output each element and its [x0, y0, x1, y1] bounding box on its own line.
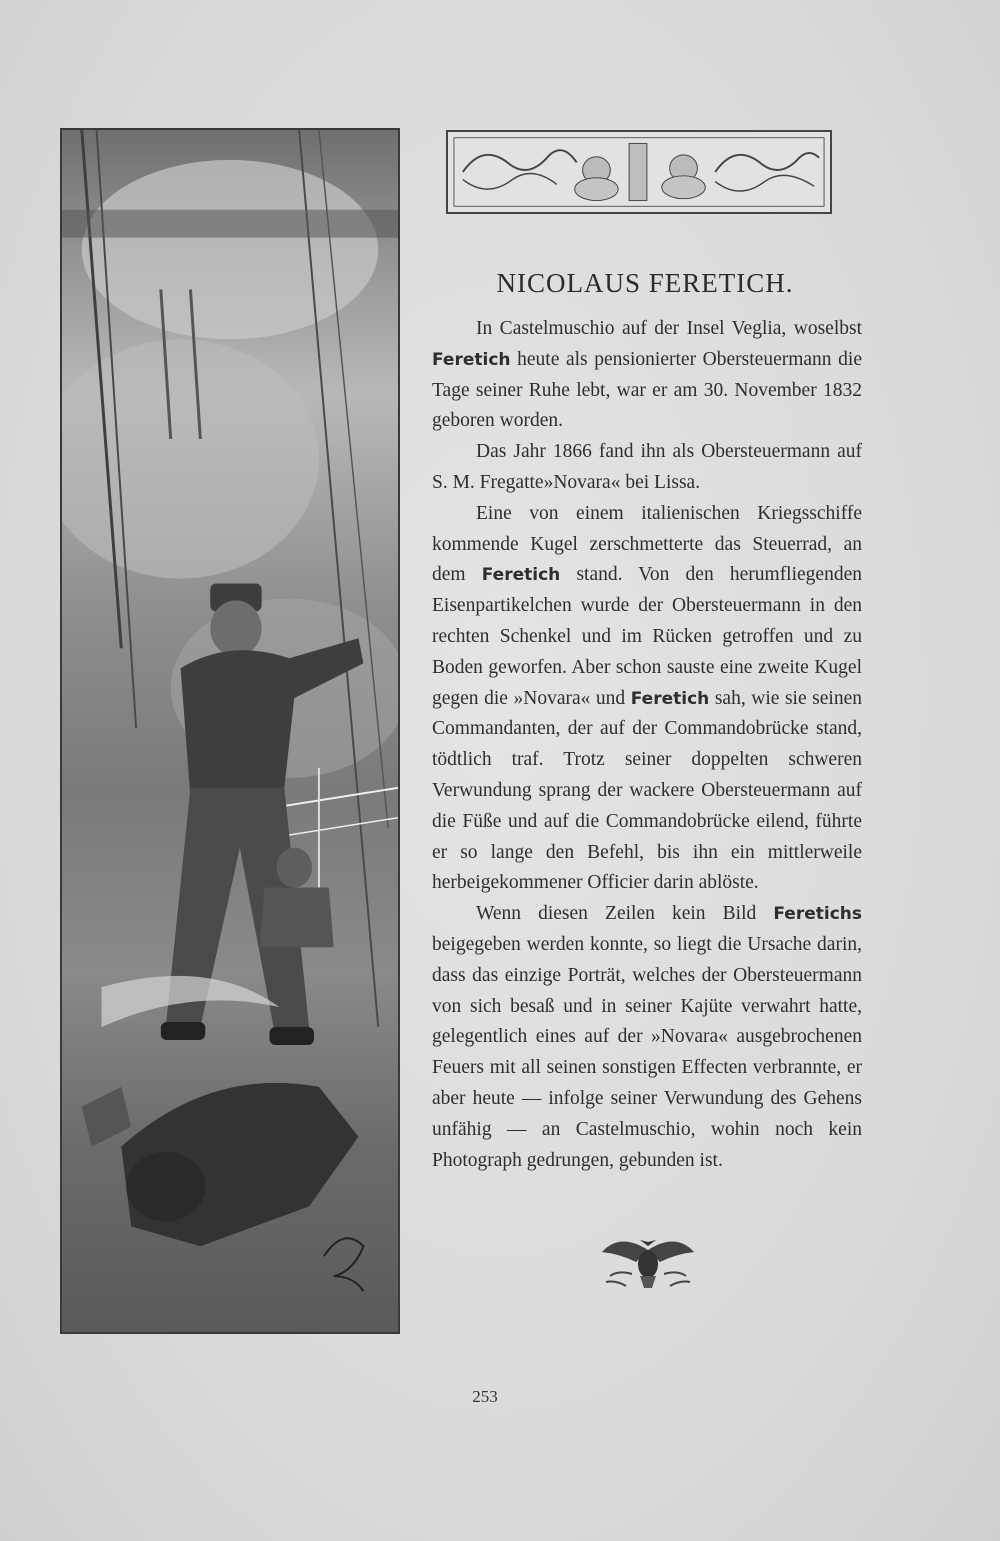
article-body	[432, 314, 862, 1176]
ornamental-header-frieze	[446, 130, 832, 214]
paragraph-text: heute als pensionierter Obersteuermann die Tage seiner Ruhe lebt, war er am 30. November 1832 geboren worden.	[432, 348, 862, 432]
ship-deck-scene-image	[62, 130, 398, 1332]
paragraph-text: In Castelmuschio auf der Insel Veglia, woselbst	[476, 318, 862, 339]
paragraph-text: beigegeben werden konnte, so liegt die Ursache darin, dass das einzige Porträt, welches der Obersteuermann von sich besaß und in seiner Kajüte verwahrt hatte, gelegentlich eines auf der »Novara« ausgebrochenen Feuers mit all seinen sonstigen Effecten verbrannte, er aber heute — infolge seiner Verwundung des Gehens unfähig — an Castelmuschio, wohin noch kein Photograph gedrungen, gebunden ist.	[432, 933, 862, 1171]
eagle-vignette-icon	[600, 1232, 696, 1296]
body-paragraph	[432, 314, 862, 437]
page-number: 253	[472, 1387, 498, 1406]
paragraph-text: Eine von einem italienischen Kriegsschiffe kommende Kugel zerschmetterte das Steuerrad, an dem	[432, 502, 862, 586]
body-paragraph	[432, 437, 862, 499]
highlighted-name: Feretich	[432, 349, 511, 370]
body-paragraph	[432, 499, 862, 899]
highlighted-name: Feretich	[630, 688, 710, 709]
paragraph-text: Das Jahr 1866 fand ihn als Obersteuermann auf S. M. Fregatte»Novara« bei Lissa.	[432, 441, 862, 493]
paragraph-text: stand. Von den herumfliegenden Eisenpartikelchen wurde der Obersteuermann in den rechten Schenkel und im Rücken getroffen und zu Boden geworfen. Aber schon sauste eine zweite Kugel gegen die »Novara« und	[432, 564, 862, 709]
cherub-frieze-icon	[448, 132, 830, 212]
highlighted-name: Feretichs	[773, 904, 862, 925]
battle-illustration	[60, 128, 400, 1334]
paragraph-text: Wenn diesen Zeilen kein Bild	[476, 903, 774, 925]
body-paragraph	[432, 899, 862, 1176]
paragraph-text: sah, wie sie seinen Commandanten, der auf der Commandobrücke stand, tödtlich traf. Trotz seiner doppelten schweren Verwundung sprang der wackere Obersteuermann auf die Füße und auf die Commandobrücke eilend, führte er so lange den Befehl, bis ihn ein mittlerweile herbeigekommener Officier darin ablöste.	[432, 687, 862, 894]
page-title: NICOLAUS FERETICH.	[496, 268, 794, 298]
highlighted-name: Feretich	[481, 565, 561, 586]
